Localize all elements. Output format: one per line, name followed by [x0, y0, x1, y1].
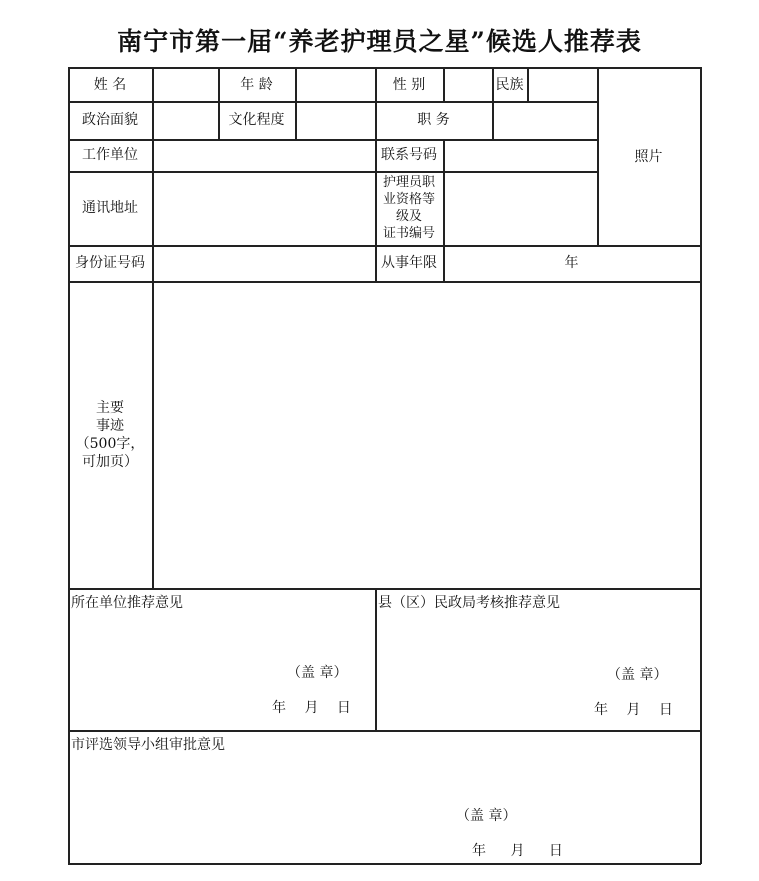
certificate-label: 护理员职 业资格等 级及 证书编号: [382, 175, 435, 241]
gender-input[interactable]: [443, 67, 492, 102]
id-number-input[interactable]: [152, 245, 375, 281]
county-review-seal: （盖 章）: [607, 667, 668, 683]
work-unit-label: 工作单位: [82, 147, 138, 163]
education-label: 文化程度: [228, 112, 285, 128]
city-approval-date: 年 月 日: [472, 843, 563, 859]
years-engaged-label: 从事年限: [381, 255, 437, 271]
city-approval-seal: （盖 章）: [456, 808, 517, 824]
address-input[interactable]: [152, 171, 375, 245]
table-border-right: [700, 67, 702, 864]
ethnicity-label: 民族: [495, 76, 524, 93]
years-engaged-input[interactable]: [443, 245, 700, 281]
age-input[interactable]: [295, 67, 375, 102]
position-label: 职 务: [417, 112, 450, 128]
city-approval-label: 市评选领导小组审批意见: [71, 737, 225, 753]
position-input[interactable]: [492, 101, 597, 139]
main-deeds-label: 主要 事迹 （500字， 可加页）: [75, 399, 145, 470]
education-input[interactable]: [295, 101, 375, 139]
name-input[interactable]: [152, 67, 218, 102]
county-review-date: 年 月 日: [594, 702, 673, 718]
ethnicity-input[interactable]: [527, 67, 597, 102]
table-border-bottom: [68, 863, 701, 865]
col-line-mid-lower: [375, 588, 377, 731]
row-line-7: [68, 730, 701, 732]
row-line-6: [68, 588, 701, 590]
phone-label: 联系号码: [381, 147, 437, 163]
age-label: 年 龄: [240, 76, 273, 93]
work-unit-input[interactable]: [152, 139, 375, 171]
id-number-label: 身份证号码: [75, 255, 145, 271]
phone-input[interactable]: [443, 139, 597, 171]
gender-label: 性 别: [392, 76, 426, 93]
photo-box[interactable]: 照片: [634, 148, 663, 165]
unit-recommend-seal: （盖 章）: [287, 665, 348, 681]
main-deeds-input[interactable]: [152, 281, 700, 588]
county-review-label: 县（区）民政局考核推荐意见: [378, 595, 560, 611]
years-unit-text: 年: [564, 255, 579, 271]
address-label: 通讯地址: [82, 200, 138, 216]
unit-recommend-date: 年 月 日: [272, 700, 351, 716]
certificate-input[interactable]: [443, 171, 597, 245]
form-title: 南宁市第一届“养老护理员之星”候选人推荐表: [117, 27, 642, 56]
political-status-label: 政治面貌: [82, 112, 138, 128]
political-status-input[interactable]: [152, 101, 218, 139]
unit-recommend-label: 所在单位推荐意见: [71, 595, 183, 611]
name-label: 姓 名: [93, 76, 127, 93]
